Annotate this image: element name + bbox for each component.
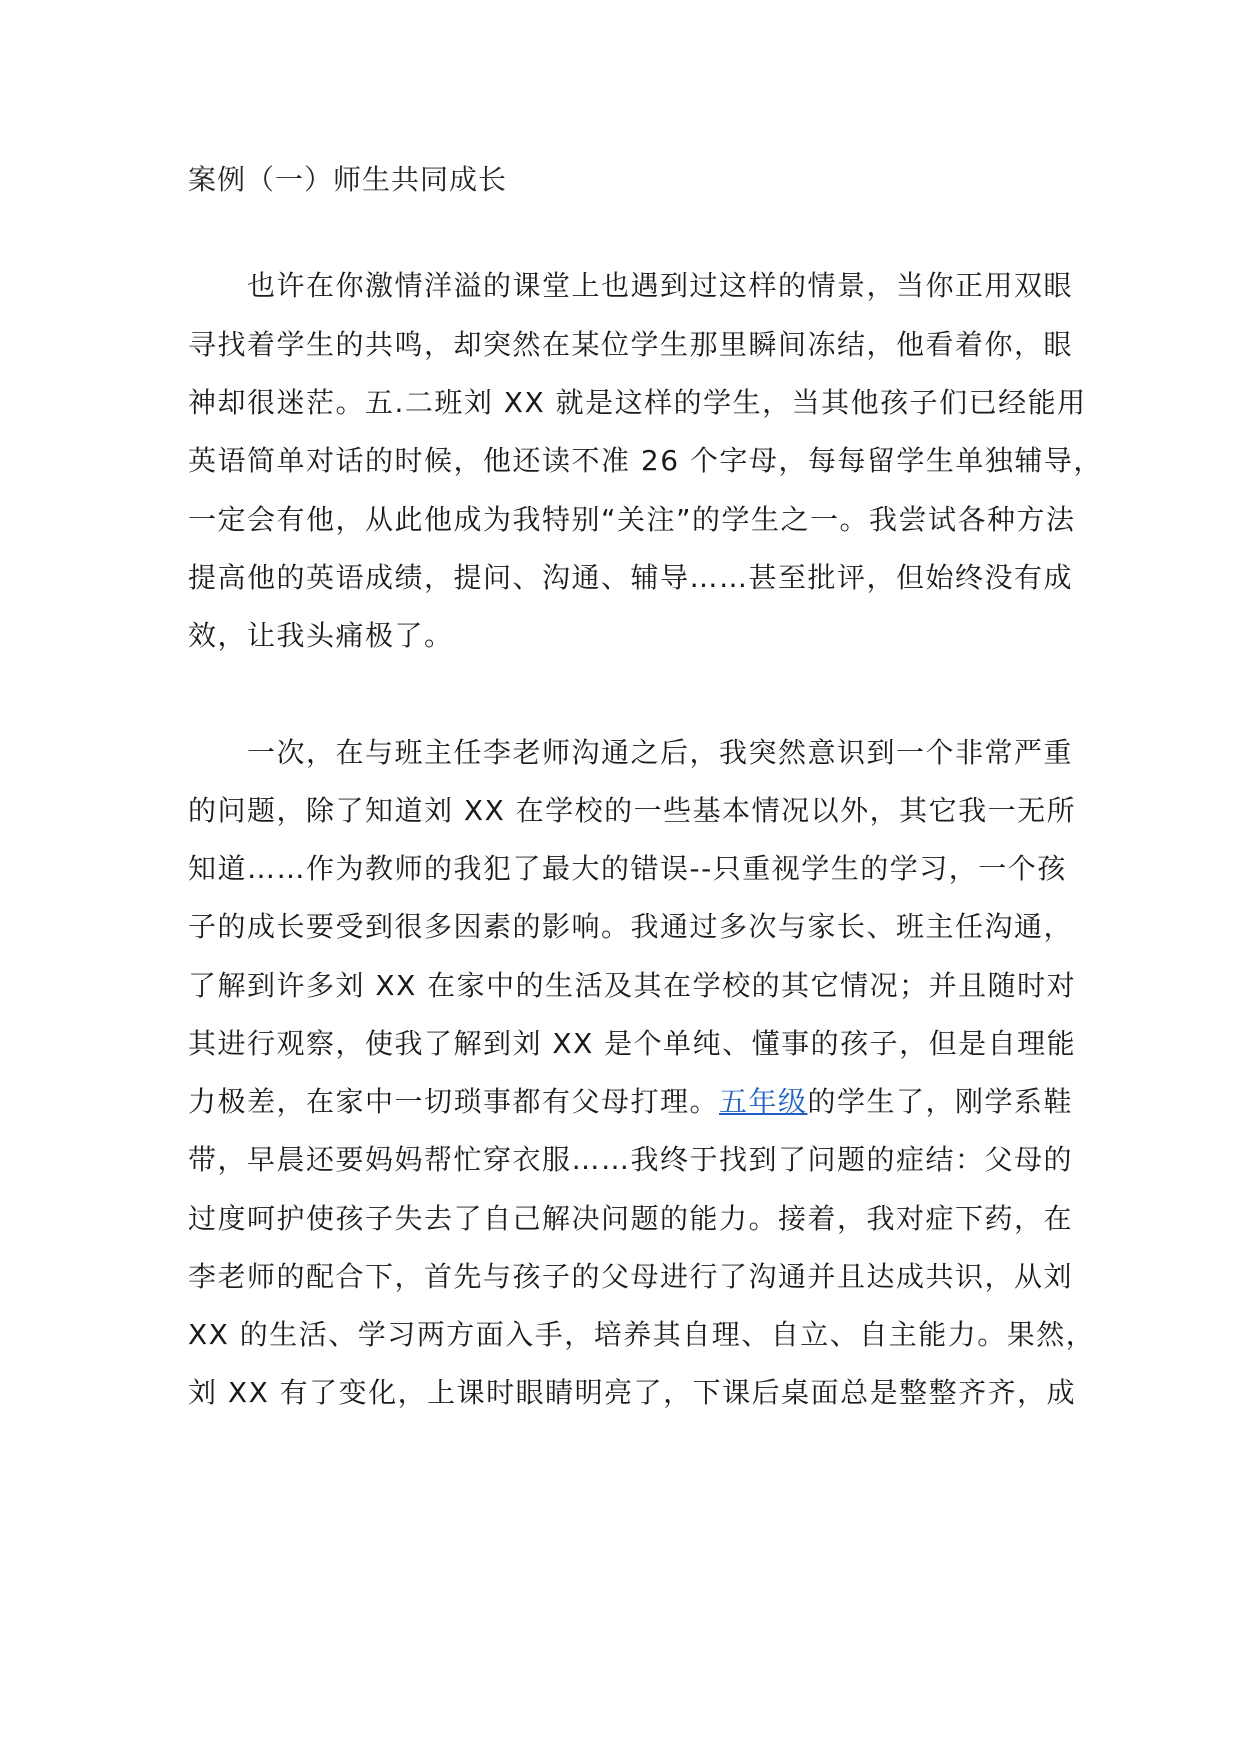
paragraph-1-line-5: 一定会有他，从此他成为我特别“关注”的学生之一。我尝试各种方法 — [188, 503, 1076, 536]
paragraph-2-line-8: 带，早晨还要妈妈帮忙穿衣服……我终于找到了问题的症结：父母的 — [188, 1143, 1074, 1176]
paragraph-2-line-3: 知道……作为教师的我犯了最大的错误--只重视学生的学习，一个孩 — [188, 852, 1067, 885]
paragraph-2-line-7 — [188, 1082, 1074, 1122]
paragraph-1-line-6: 提高他的英语成绩，提问、沟通、辅导……甚至批评，但始终没有成 — [188, 561, 1074, 594]
paragraph-2-line-1: 一次，在与班主任李老师沟通之后，我突然意识到一个非常严重 — [188, 736, 1074, 769]
document-title: 案例（一）师生共同成长 — [188, 163, 508, 196]
paragraph-1-line-2: 寻找着学生的共鸣，却突然在某位学生那里瞬间冻结，他看着你，眼 — [188, 328, 1074, 361]
paragraph-2-line-11: XX 的生活、学习两方面入手，培养其自理、自立、自主能力。果然， — [188, 1318, 1096, 1351]
link-line-prefix: 力极差，在家中一切琐事都有父母打理。 — [188, 1085, 720, 1118]
paragraph-2-line-5: 了解到许多刘 XX 在家中的生活及其在学校的其它情况；并且随时对 — [188, 969, 1077, 1002]
paragraph-1-line-4: 英语简单对话的时候，他还读不准 26 个字母，每每留学生单独辅导， — [188, 444, 1103, 477]
grade-five-link[interactable]: 五年级 — [719, 1085, 808, 1118]
paragraph-2-line-2: 的问题，除了知道刘 XX 在学校的一些基本情况以外，其它我一无所 — [188, 794, 1077, 827]
paragraph-2-line-4: 子的成长要受到很多因素的影响。我通过多次与家长、班主任沟通， — [188, 910, 1074, 943]
paragraph-2-line-10: 李老师的配合下，首先与孩子的父母进行了沟通并且达成共识，从刘 — [188, 1260, 1074, 1293]
paragraph-1-line-7: 效，让我头痛极了。 — [188, 619, 454, 652]
paragraph-2-line-6: 其进行观察，使我了解到刘 XX 是个单纯、懂事的孩子，但是自理能 — [188, 1027, 1077, 1060]
paragraph-2-line-12: 刘 XX 有了变化，上课时眼睛明亮了，下课后桌面总是整整齐齐，成 — [188, 1376, 1077, 1409]
paragraph-1-line-1: 也许在你激情洋溢的课堂上也遇到过这样的情景，当你正用双眼 — [188, 269, 1074, 302]
paragraph-1-line-3: 神却很迷茫。五.二班刘 XX 就是这样的学生，当其他孩子们已经能用 — [188, 386, 1087, 419]
link-line-suffix: 的学生了，刚学系鞋 — [807, 1085, 1074, 1118]
paragraph-2-line-9: 过度呵护使孩子失去了自己解决问题的能力。接着，我对症下药，在 — [188, 1202, 1074, 1235]
